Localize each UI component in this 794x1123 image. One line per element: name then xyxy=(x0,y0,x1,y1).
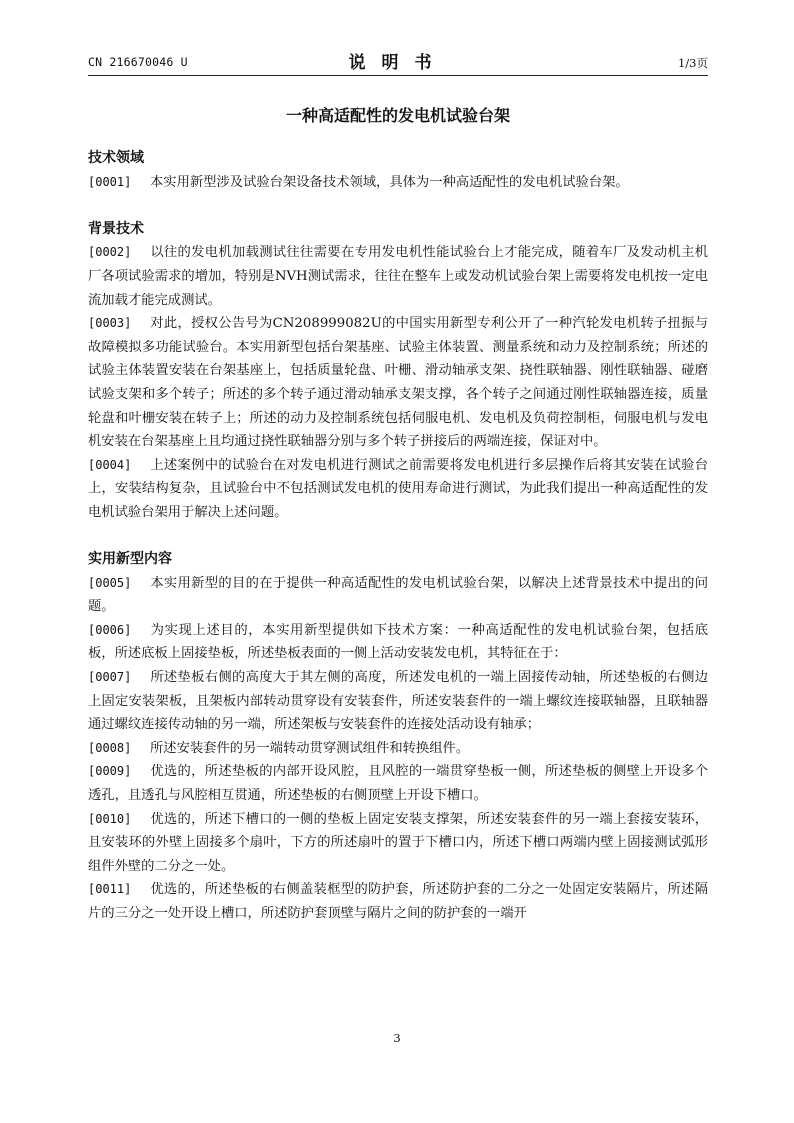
paragraph xyxy=(88,878,708,925)
page-number: 3 xyxy=(393,1031,401,1045)
paragraph-number: [0006] xyxy=(88,622,132,637)
paragraph xyxy=(88,171,708,195)
paragraph-number: [0009] xyxy=(88,764,132,779)
paragraph-text: 为实现上述目的，本实用新型提供如下技术方案：一种高适配性的发电机试验台架，包括底板，所述底板上固接垫板，所述垫板表面的一侧上活动安装发电机，其特征在于： xyxy=(88,622,708,662)
spacer xyxy=(88,194,708,218)
page-header xyxy=(88,48,708,78)
document-body xyxy=(88,147,708,926)
paragraph xyxy=(88,619,708,666)
paragraph-number: [0011] xyxy=(88,882,132,897)
paragraph-text: 优选的，所述垫板的内部开设风腔，且风腔的一端贯穿垫板一侧，所述垫板的侧壁上开设多个透孔，且透孔与风腔相互贯通，所述垫板的右侧顶壁上开设下槽口。 xyxy=(88,764,708,804)
paragraph xyxy=(88,454,708,525)
paragraph-number: [0003] xyxy=(88,316,132,331)
paragraph-text: 优选的，所述垫板的右侧盖装框型的防护套，所述防护套的二分之一处固定安装隔片，所述隔片的三分之一处开设上槽口，所述防护套顶壁与隔片之间的防护套的一端开 xyxy=(88,882,708,921)
paragraph-text: 本实用新型涉及试验台架设备技术领域，具体为一种高适配性的发电机试验台架。 xyxy=(150,174,629,190)
paragraph xyxy=(88,808,708,879)
paragraph xyxy=(88,241,708,312)
paragraph-text: 本实用新型的目的在于提供一种高适配性的发电机试验台架，以解决上述背景技术中提出的问题。 xyxy=(88,575,708,615)
paragraph-text: 以往的发电机加载测试往往需要在专用发电机性能试验台上才能完成，随着车厂及发动机主机厂各项试验需求的增加，特别是NVH测试需求，往往在整车上或发动机试验台架上需要将发电机按一定电流加载才能完成测试。 xyxy=(88,245,708,308)
paragraph xyxy=(88,760,708,807)
spacer xyxy=(88,525,708,549)
paragraph xyxy=(88,737,708,761)
paragraph-number: [0008] xyxy=(88,740,132,755)
paragraph-text: 对此，授权公告号为CN208999082U的中国实用新型专利公开了一种汽轮发电机转子扭振与故障模拟多功能试验台。本实用新型包括台架基座、试验主体装置、测量系统和动力及控制系统；所述的试验主体装置安装在台架基座上，包括质量轮盘、叶栅、滑动轴承支架、挠性联轴器、刚性联轴器、碰磨试验支架和多个转子；所述的多个转子通过滑动轴承支架支撑，各个转子之间通过刚性联轴器连接，质量轮盘和叶栅安装在转子上；所述的动力及控制系统包括伺服电机、发电机及负荷控制柜，伺服电机与发电机安装在台架基座上且均通过挠性联轴器分别与多个转子拼接后的两端连接，保证对中。 xyxy=(88,316,708,450)
paragraph xyxy=(88,312,708,454)
paragraph-text: 所述垫板右侧的高度大于其左侧的高度，所述发电机的一端上固接传动轴，所述垫板的右侧边上固定安装架板，且架板内部转动贯穿设有安装套件，所述安装套件的一端上螺纹连接联轴器，且联轴器通过螺纹连接传动轴的另一端，所述架板与安装套件的连接处活动设有轴承； xyxy=(88,670,708,733)
paragraph-text: 上述案例中的试验台在对发电机进行测试之前需要将发电机进行多层操作后将其安装在试验台上，安装结构复杂，且试验台中不包括测试发电机的使用寿命进行测试，为此我们提出一种高适配性的发电机试验台架用于解决上述问题。 xyxy=(88,457,708,520)
section-heading: 技术领域 xyxy=(88,150,144,166)
document-type: 说明书 xyxy=(348,53,448,73)
paragraph-number: [0002] xyxy=(88,245,132,260)
paragraph-number: [0005] xyxy=(88,575,132,590)
document-title: 一种高适配性的发电机试验台架 xyxy=(285,106,510,125)
paragraph-number: [0007] xyxy=(88,670,132,685)
patent-number: CN 216670046 U xyxy=(88,55,188,69)
paragraph xyxy=(88,666,708,737)
paragraph-number: [0001] xyxy=(88,174,132,189)
paragraph-number: [0010] xyxy=(88,811,132,826)
paragraph-number: [0004] xyxy=(88,457,132,472)
paragraph-text: 所述安装套件的另一端转动贯穿测试组件和转换组件。 xyxy=(150,740,470,756)
section-heading: 背景技术 xyxy=(88,220,144,237)
paragraph xyxy=(88,572,708,619)
section-heading: 实用新型内容 xyxy=(88,551,172,568)
page-count: 1/3页 xyxy=(677,56,708,70)
header-divider xyxy=(88,75,708,76)
paragraph-text: 优选的，所述下槽口的一侧的垫板上固定安装支撑架，所述安装套件的另一端上套接安装环，且安装环的外壁上固接多个扇叶，下方的所述扇叶的置于下槽口内，所述下槽口两端内壁上固接测试弧形组件外壁的二分之一处。 xyxy=(88,811,708,874)
